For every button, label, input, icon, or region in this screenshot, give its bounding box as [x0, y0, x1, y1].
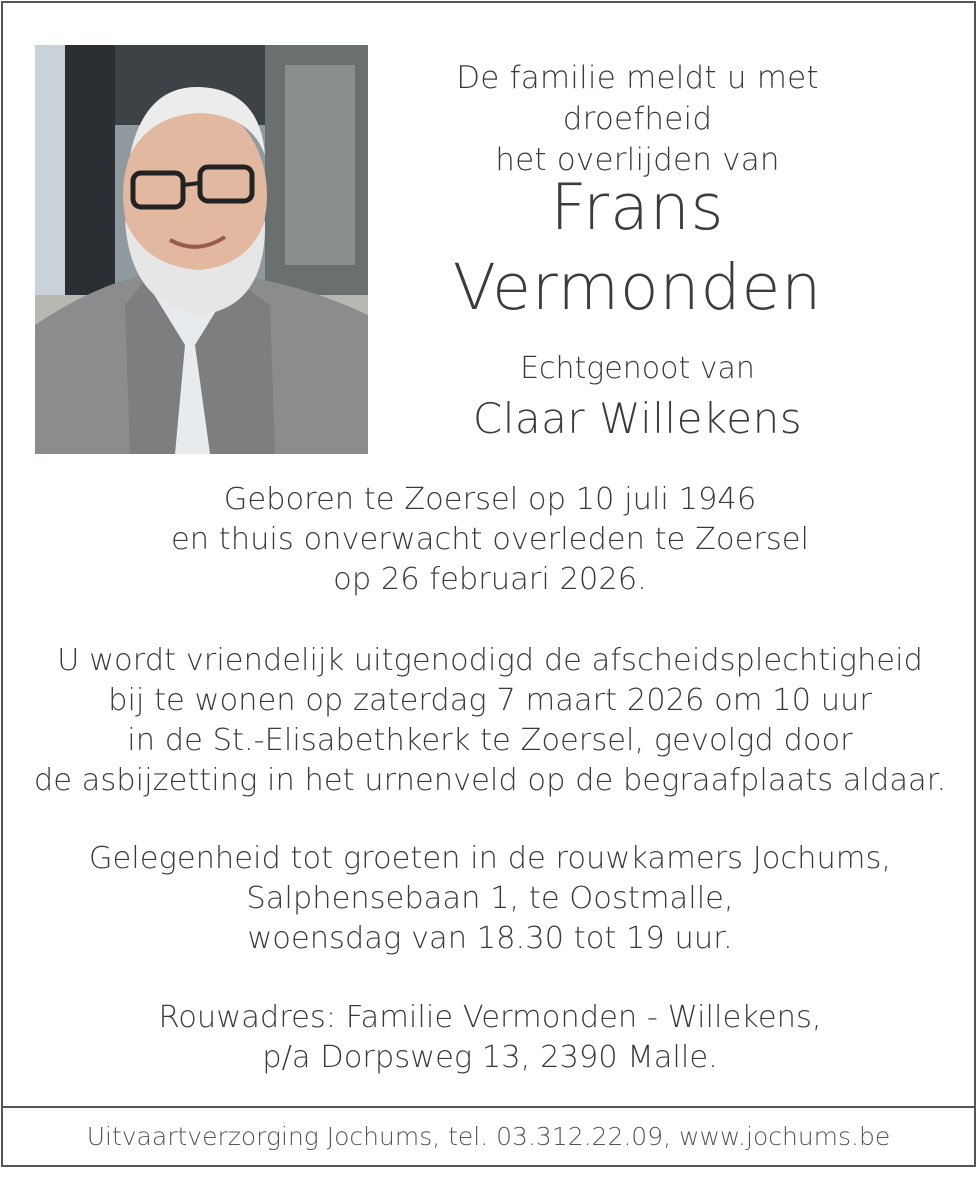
deceased-last-name: Vermonden — [452, 251, 823, 324]
paragraph-line: U wordt vriendelijk uitgenodigd de afscheidsplechtigheid — [57, 643, 923, 678]
portrait-photo — [35, 45, 368, 454]
deceased-first-name: Frans — [550, 171, 725, 244]
spouse-label: Echtgenoot van — [520, 351, 755, 386]
paragraph-line: p/a Dorpsweg 13, 2390 Malle. — [262, 1040, 718, 1075]
intro-line: het overlijden van — [495, 142, 780, 178]
address-paragraph — [20, 998, 960, 1078]
intro-line: De familie meldt u met droefheid — [456, 60, 819, 137]
paragraph-line: bij te wonen op zaterdag 7 maart 2026 om 10 uur — [108, 683, 872, 718]
paragraph-line: op 26 februari 2026. — [333, 562, 647, 597]
paragraph-line: Rouwadres: Familie Vermonden - Willekens, — [158, 1000, 822, 1035]
paragraph-line: Gelegenheid tot groeten in de rouwkamers Jochums, — [88, 841, 892, 876]
paragraph-line: woensdag van 18.30 tot 19 uur. — [247, 921, 733, 956]
deceased-name — [390, 168, 885, 328]
paragraph-line: en thuis onverwacht overleden te Zoersel — [170, 522, 809, 557]
footer-text: Uitvaartverzorging Jochums, tel. 03.312.22.09, www.jochums.be — [86, 1122, 891, 1151]
visitation-paragraph — [20, 839, 960, 959]
paragraph-line: in de St.-Elisabethkerk te Zoersel, gevolgd door — [127, 723, 853, 758]
spouse-name: Claar Willekens — [472, 394, 803, 443]
footer-divider — [1, 1106, 976, 1108]
intro-text — [390, 58, 885, 181]
paragraph-line: Geboren te Zoersel op 10 juli 1946 — [223, 482, 757, 517]
paragraph-line: de asbijzetting in het urnenveld op de begraafplaats aldaar. — [33, 763, 947, 798]
ceremony-paragraph — [20, 641, 960, 801]
paragraph-line: Salphensebaan 1, te Oostmalle, — [246, 881, 734, 916]
birth-death-paragraph — [20, 480, 960, 600]
